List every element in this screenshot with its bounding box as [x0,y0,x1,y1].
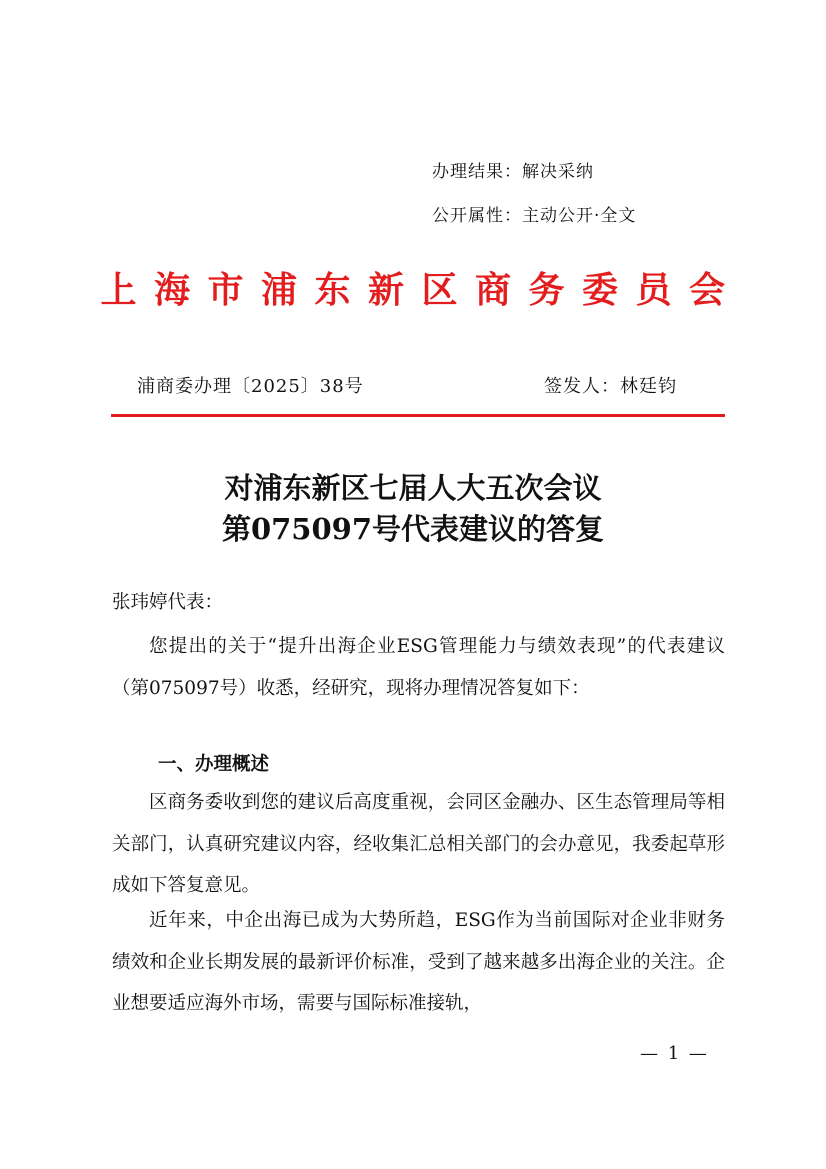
document-number: 浦商委办理〔2025〕38号 [137,376,364,397]
salutation: 张玮婷代表： [112,592,224,613]
page-number: — 1 — [640,1043,709,1064]
body-block-1 [112,626,725,709]
section-heading-1: 一、办理概述 [158,754,270,775]
document-title-line1: 对浦东新区七届人大五次会议 [224,471,602,505]
organization-title: 上海市浦东新区商务委员会 [100,270,743,311]
paragraph-overview: 区商务委收到您的建议后高度重视，会同区金融办、区生态管理局等相关部门，认真研究建议内容，经收集汇总相关部门的会办意见，我委起草形成如下答复意见。 [112,792,725,896]
paragraph-background: 近年来，中企出海已成为大势所趋，ESG作为当前国际对企业非财务绩效和企业长期发展的最新评价标准，受到了越来越多出海企业的关注。企业想要适应海外市场，需要与国际标准接轨， [112,910,725,1014]
handling-result: 办理结果：解决采纳 [432,162,594,182]
disclosure-attribute: 公开属性：主动公开·全文 [432,206,637,226]
signer: 签发人：林廷钧 [544,376,677,397]
red-divider [111,414,725,417]
document-title-line2: 第075097号代表建议的答复 [221,512,605,546]
body-block-3 [112,900,725,1025]
paragraph-intro: 您提出的关于“提升出海企业ESG管理能力与绩效表现”的代表建议（第075097号）收悉，经研究，现将办理情况答复如下： [112,636,725,699]
body-block-2 [112,782,725,907]
